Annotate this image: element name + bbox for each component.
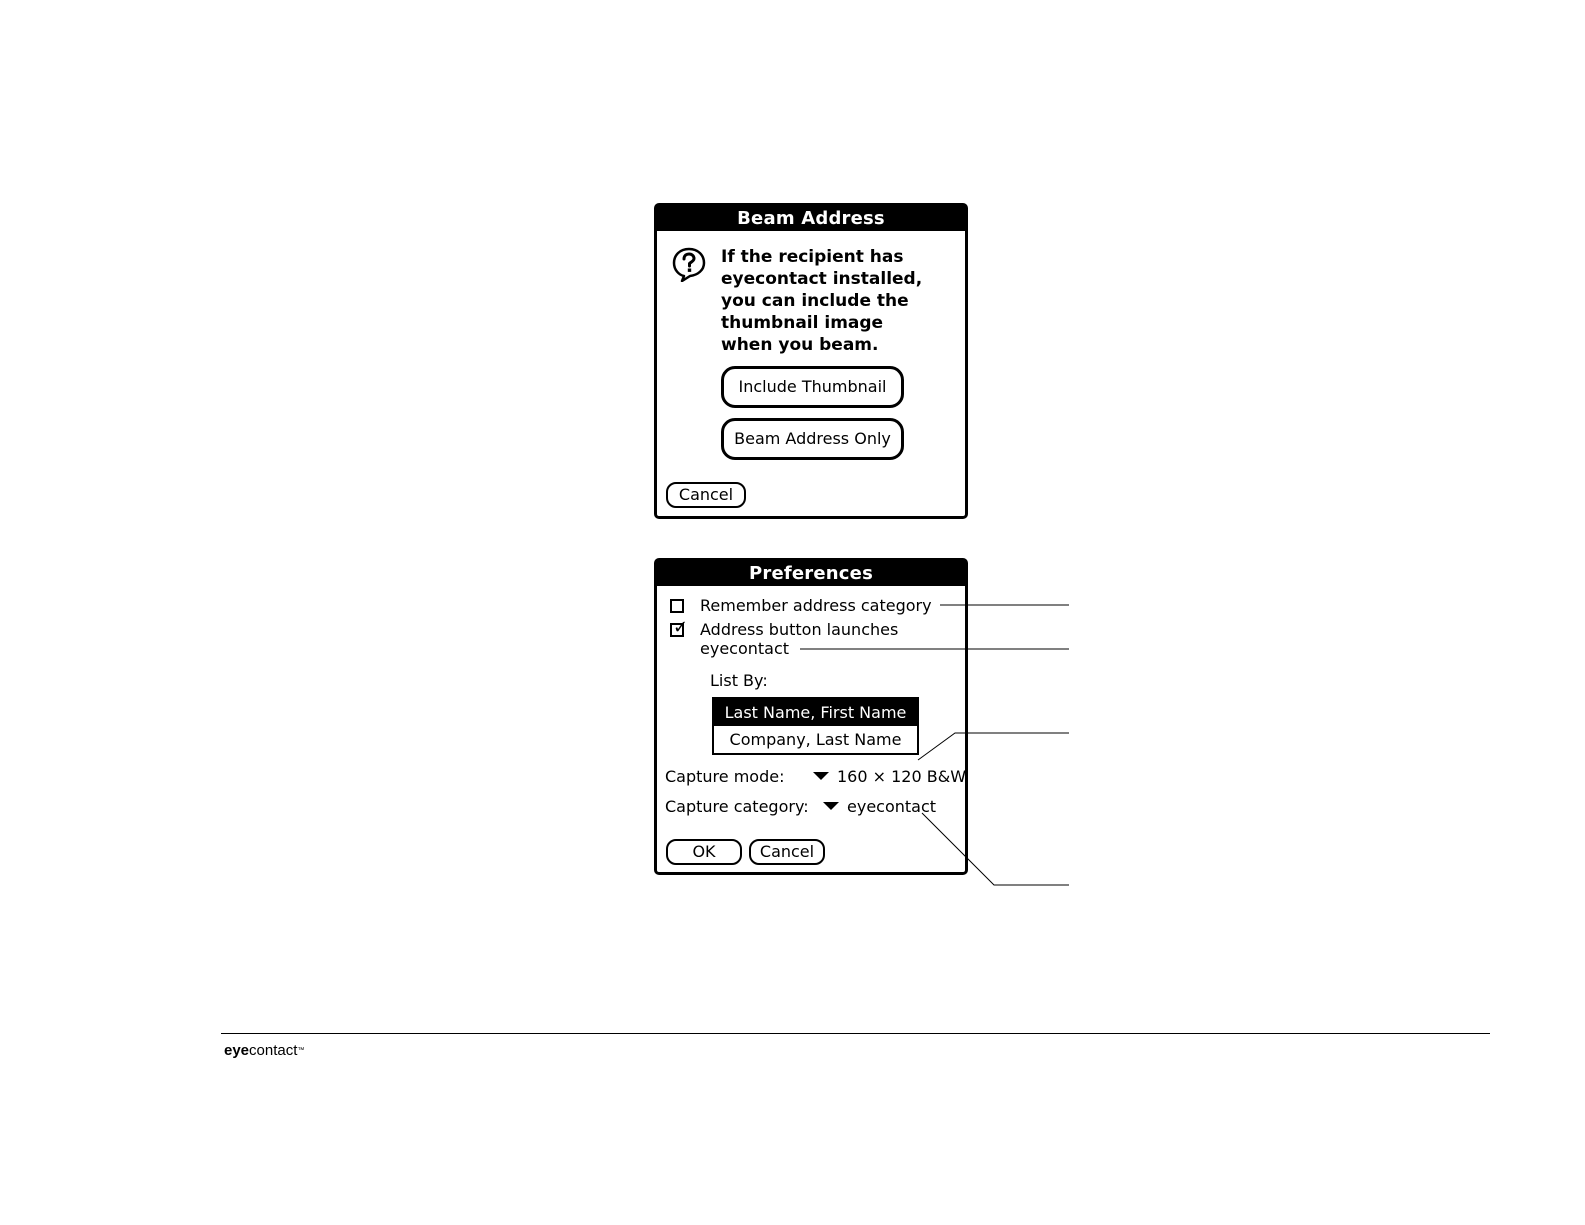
remember-category-checkbox[interactable] (670, 599, 684, 613)
checkmark-icon: ✓ (673, 617, 689, 638)
list-by-option-company-last[interactable]: Company, Last Name (729, 730, 902, 749)
popup-triangle-icon (823, 802, 839, 810)
capture-mode-popup[interactable] (813, 766, 966, 788)
logo-bold-part: eye (224, 1042, 250, 1059)
capture-category-popup[interactable] (823, 796, 936, 818)
message-line: thumbnail image (721, 313, 884, 333)
remember-category-label: Remember address category (700, 596, 932, 615)
preferences-dialog-title: Preferences (657, 561, 965, 586)
capture-category-value: eyecontact (847, 797, 937, 816)
ok-button[interactable]: OK (666, 839, 742, 865)
message-line: eyecontact installed, (721, 269, 923, 289)
beam-cancel-button[interactable]: Cancel (666, 482, 746, 508)
beam-address-dialog (654, 203, 968, 519)
beam-address-only-button[interactable]: Beam Address Only (721, 418, 904, 460)
address-button-label-line: eyecontact (700, 639, 790, 658)
capture-mode-value: 160 × 120 B&W (837, 767, 967, 786)
list-by-list (712, 697, 919, 755)
address-button-label-line: Address button launches (700, 620, 899, 639)
message-line: when you beam. (721, 335, 879, 355)
beam-dialog-title: Beam Address (657, 206, 965, 231)
address-button-launches-option[interactable] (670, 617, 960, 660)
popup-triangle-icon (813, 772, 829, 780)
capture-category-label: Capture category: (665, 797, 809, 816)
footer-rule (221, 1033, 1490, 1034)
capture-mode-row (665, 766, 965, 788)
capture-mode-label: Capture mode: (665, 767, 785, 786)
capture-category-row (665, 796, 965, 818)
remember-category-option[interactable] (670, 596, 960, 616)
message-line: If the recipient has (721, 247, 904, 267)
preferences-dialog (654, 558, 968, 875)
include-thumbnail-button[interactable]: Include Thumbnail (721, 366, 904, 408)
prefs-cancel-button[interactable]: Cancel (749, 839, 825, 865)
beam-dialog-message (721, 246, 961, 356)
message-line: you can include the (721, 291, 909, 311)
address-button-label (700, 620, 898, 658)
eyecontact-logo (224, 1042, 304, 1059)
list-by-option-last-first[interactable]: Last Name, First Name (714, 699, 917, 726)
address-button-checkbox[interactable] (670, 617, 689, 638)
question-icon (671, 246, 707, 282)
list-by-label: List By: (710, 671, 768, 690)
logo-rest-part: contact (249, 1042, 298, 1059)
logo-trademark: ™ (297, 1047, 305, 1054)
